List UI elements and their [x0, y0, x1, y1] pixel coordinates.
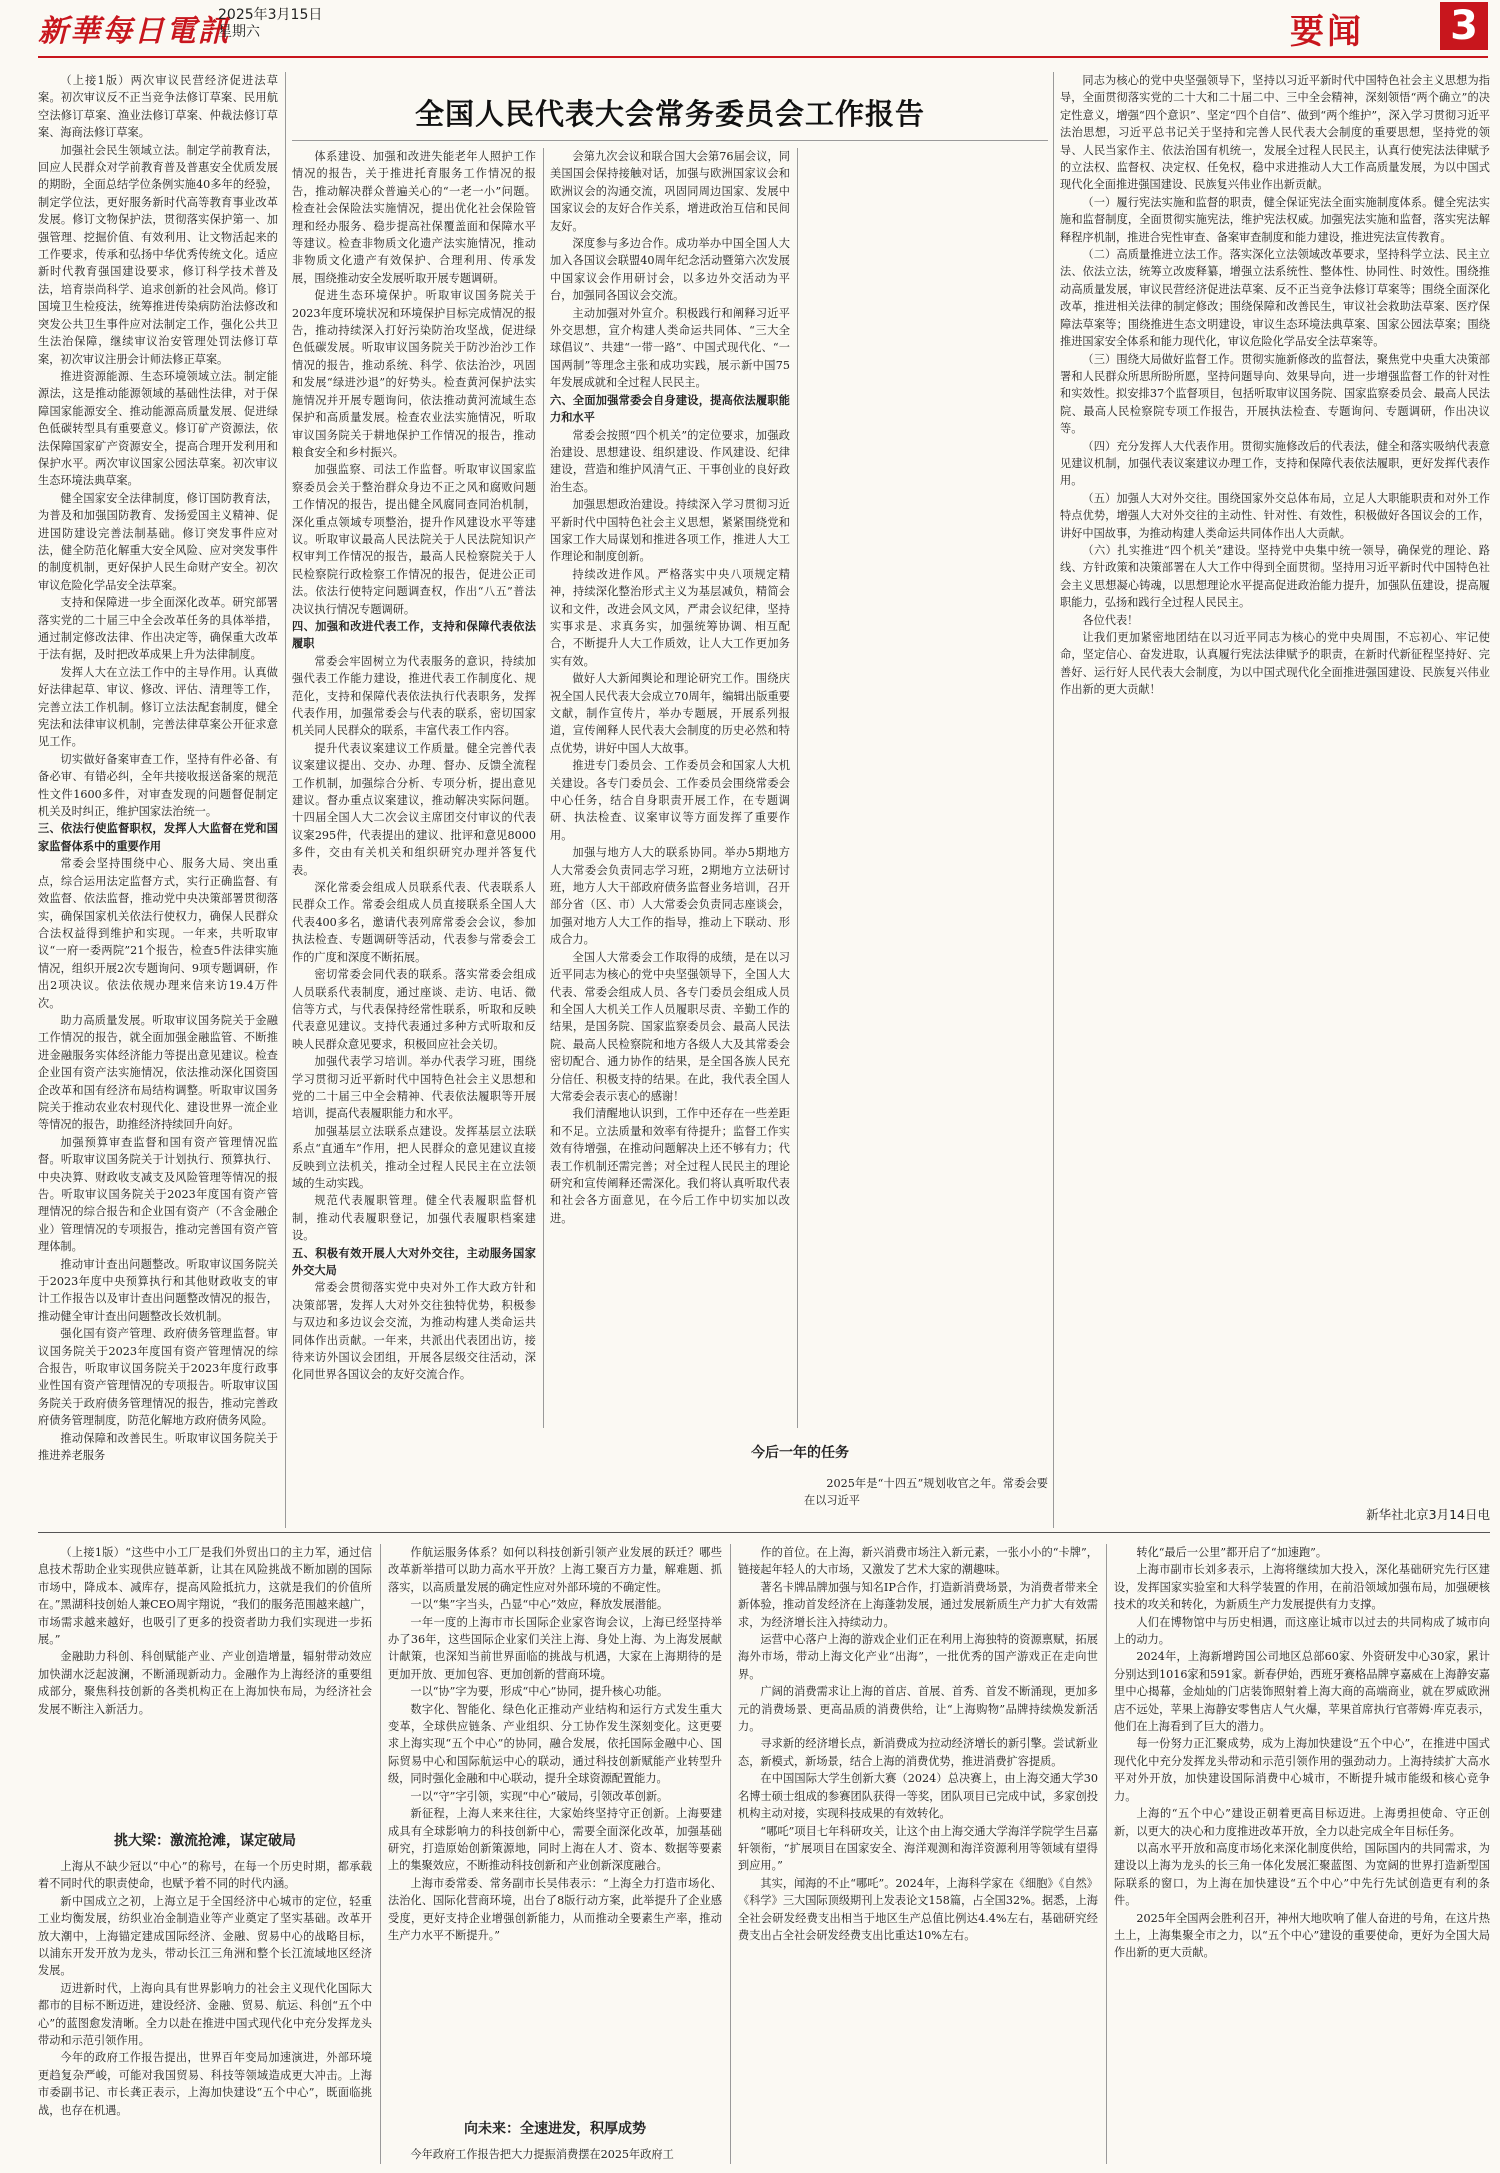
report-title: 全国人民代表大会常务委员会工作报告 — [414, 97, 925, 131]
task-heading: 今后一年的任务 — [751, 1445, 849, 1461]
paragraph: （三）围绕大局做好监督工作。贯彻实施新修改的监督法，聚焦党中央重大决策部署和人民群众所思所盼所愿，坚持问题导向、效果导向，进一步增强监督工作的针对性和实效性。拟安排37个监督项目，包括听取审议国务院、国家监察委员会、最高人民法院、最高人民检察院专项工作报告，开展执法检查、专题询问、专题调研，作出决议等。 — [1060, 352, 1490, 436]
column-divider — [285, 72, 286, 1528]
paragraph: 一以“集”字当头，凸显“中心”效应，释放发展潜能。 — [410, 1598, 669, 1612]
paragraph: 加强预算审查监督和国有资产管理情况监督。听取审议国务院关于计划执行、预算执行、中央决算、财政收支减支及风险管理等情况的报告。听取审议国务院关于2023年度国有资产管理情况的综合报告和企业国有资产（不含金融企业）管理情况的专项报告，推动完善国有资产管理体制。 — [38, 1135, 278, 1254]
column-divider — [730, 1544, 731, 2164]
paragraph: 新中国成立之初，上海立足于全国经济中心城市的定位，轻重工业均衡发展，纺织业冶金制造业等产业奠定了坚实基础。改革开放大潮中，上海锚定建成国际经济、金融、贸易中心的战略目标，以浦东开发开放为龙头，带动长江三角洲和整个长江流域地区经济发展。 — [38, 1894, 372, 1978]
paragraph: 切实做好备案审查工作，坚持有件必备、有备必审、有错必纠，全年共接收报送备案的规范性文件1600多件，对审查发现的问题督促制定机关及时纠正，维护国家法治统一。 — [38, 752, 278, 819]
column-divider — [1053, 72, 1054, 1528]
paragraph: 常委会牢固树立为代表服务的意识，持续加强代表工作能力建设，推进代表工作制度化、规范化，支持和保障代表依法执行代表职务，发挥代表作用，加强常委会与代表的联系，密切国家机关同人民群众的联系，丰富代表工作内容。 — [292, 654, 536, 738]
bottom-sub2-text: 今年政府工作报告把大力提振消费摆在2025年政府工 — [410, 2148, 674, 2161]
section-divider — [38, 1532, 1490, 1533]
report-column-1 — [38, 72, 278, 1528]
paragraph: 提升代表议案建议工作质量。健全完善代表议案建议提出、交办、办理、督办、反馈全流程工作机制，加强综合分析、专项分析，提出意见建议。督办重点议案建议，推动解决实际问题。十四届全国人大二次会议主席团交付审议的代表议案295件，代表提出的建议、批评和意见8000多件，交由有关机关和组织研究办理并答复代表。 — [292, 741, 536, 877]
section-subheading: 四、加强和改进代表工作，支持和保障代表依法履职 — [292, 619, 536, 651]
column-divider — [797, 148, 798, 1428]
paragraph: 会第九次会议和联合国大会第76届会议，同美国国会保持接触对话，加强与欧洲国家议会和欧洲议会的沟通交流，巩固同周边国家、发展中国家议会的友好合作关系，增进政治互信和民间友好。 — [550, 150, 790, 233]
paragraph: 上海市副市长刘多表示，上海将继续加大投入，深化基础研究先行区建设，发挥国家实验室和大科学装置的作用，在前沿领域加强布局，加强硬核技术的攻关和转化，为新质生产力发展提供有力支撑。 — [1114, 1563, 1490, 1612]
paragraph: 密切常委会同代表的联系。落实常委会组成人员联系代表制度，通过座谈、走访、电话、微信等方式，与代表保持经常性联系，听取和反映代表意见建议。支持代表通过多种方式听取和反映人民群众意见要求，积极回应社会关切。 — [292, 968, 536, 1051]
paragraph: 以高水平开放和高度市场化来深化制度供给，国际国内的共同需求，为建设以上海为龙头的长三角一体化发展汇聚蓝图、为宽阔的世界打造新型国际联系的窗口，为上海在加快建设“五个中心”中先行先试创造更有利的条件。 — [1114, 1841, 1490, 1908]
bottom-column-2 — [388, 1544, 722, 2109]
task-intro — [804, 1475, 1048, 1508]
paragraph: 推动保障和改善民生。听取审议国务院关于推进养老服务 — [38, 1431, 278, 1463]
page-header — [0, 0, 1500, 58]
paragraph: （上接1版）两次审议民营经济促进法草案。初次审议反不正当竞争法修订草案、民用航空法修订草案、渔业法修订草案、仲裁法修订草案、海商法修订草案。 — [38, 74, 278, 140]
bottom-subhead-1: 挑大梁：激流抢滩，谋定破局 — [114, 1833, 296, 1849]
paragraph: 推进专门委员会、工作委员会和国家人大机关建设。各专门委员会、工作委员会围绕常委会中心任务，结合自身职责开展工作，在专题调研、执法检查、议案审议等方面发挥了重要作用。 — [550, 759, 790, 842]
report-column-3 — [550, 148, 790, 1428]
column-divider — [380, 1544, 381, 2164]
paragraph: 一年一度的上海市市长国际企业家咨询会议，上海已经坚持举办了36年，这些国际企业家们关注上海、身处上海、为上海发展献计献策，也深知当前世界面临的挑战与机遇，大家在上海期待的是更加开放、更加包容、更加创新的营商环境。 — [388, 1615, 722, 1681]
paragraph: 常委会贯彻落实党中央对外工作大政方针和决策部署，发挥人大对外交往独特优势，积极参与双边和多边议会交流，为推动构建人类命运共同体作出贡献。一年来，共派出代表团出访，接待来访外国议会团组，开展各层级交往活动，深化同世界各国议会的友好交流合作。 — [292, 1281, 536, 1382]
paragraph: 助力高质量发展。听取审议国务院关于金融工作情况的报告，就全面加强金融监管、不断推进金融服务实体经济能力等提出意见建议。检查企业国有资产法实施情况，依法推动深化国资国企改革和国有经济布局结构调整。听取审议国务院关于推动农业农村现代化、建设世界一流企业等情况的报告，助推经济持续回升向好。 — [38, 1013, 278, 1132]
section-subheading: 五、积极有效开展人大对外交往，主动服务国家外交大局 — [292, 1246, 536, 1277]
masthead-logo: 新華每日電訊 — [38, 14, 230, 49]
paragraph: 同志为核心的党中央坚强领导下，坚持以习近平新时代中国特色社会主义思想为指导，全面贯彻落实党的二十大和二十届二中、三中全会精神，深刻领悟“两个确立”的决定性意义，增强“四个意识”、坚定“四个自信”、做到“两个维护”，深入学习贯彻习近平法治思想，习近平总书记关于坚持和完善人民代表大会制度的重要思想，坚持党的领导、人民当家作主、依法治国有机统一，发展全过程人民民主，认真行使宪法法律赋予的立法权、监督权、决定权、任免权，稳中求进推动人大工作高质量发展，为以中国式现代化全面推进强国建设、民族复兴伟业作出新贡献。 — [1060, 74, 1490, 192]
paragraph: 著名卡牌品牌加强与知名IP合作，打造新消费场景，为消费者带来全新体验，推动首发经济在上海蓬勃发展，通过发展新质生产力扩大有效需求，为经济增长注入持续动力。 — [738, 1580, 1098, 1629]
issue-weekday: 星期六 — [218, 24, 260, 40]
bottom-column-1-bottom — [38, 1858, 372, 2163]
paragraph: 持续改进作风。严格落实中央八项规定精神，持续深化整治形式主义为基层减负，精简会议和文件，改进会风文风，严肃会议纪律，坚持实事求是、求真务实，加强统筹协调、相互配合，不断提升人大工作质效，让人大工作更加务实有效。 — [550, 567, 790, 668]
title-rule — [292, 140, 1048, 141]
section-subheading: 六、全面加强常委会自身建设，提高依法履职能力和水平 — [550, 393, 790, 425]
paragraph: 作航运服务体系？如何以科技创新引领产业发展的跃迁？哪些改革新举措可以助力高水平开放？上海工聚百方力量，解难题、抓落实，以高质量发展的确定性应对外部环境的不确定性。 — [388, 1546, 722, 1594]
paragraph: “哪吒”项目七年科研攻关，让这个由上海交通大学海洋学院学生吕嘉轩领衔，“扩展项目在国家安全、海洋观测和海洋资源利用等领域有望得到应用。” — [738, 1824, 1098, 1873]
paragraph: 今年的政府工作报告提出，世界百年变局加速演进，外部环境更趋复杂严峻，可能对我国贸易、科技等领域造成更大冲击。上海市委副书记、市长龚正表示，上海加快建设“五个中心”，既面临挑战，也存在机遇。 — [38, 2051, 372, 2117]
paragraph: 运营中心落户上海的游戏企业们正在利用上海独特的资源禀赋，拓展海外市场，带动上海文化产业“出海”，一批优秀的国产游戏正在走向世界。 — [738, 1633, 1098, 1681]
paragraph: 促进生态环境保护。听取审议国务院关于2023年度环境状况和环境保护目标完成情况的报告，推动持续深入打好污染防治攻坚战，促进绿色低碳发展。听取审议国务院关于防沙治沙工作情况的报告，推动系统、科学、依法治沙，巩固和发展“绿进沙退”的好势头。检查黄河保护法实施情况并开展专题询问，依法推动黄河流域生态保护和高质量发展。检查农业法实施情况，听取审议国务院关于耕地保护工作情况的报告，推动粮食安全和乡村振兴。 — [292, 289, 536, 459]
paragraph: 深度参与多边合作。成功举办中国全国人大加入各国议会联盟40周年纪念活动暨第六次发展中国家议会作用研讨会，以多边外交活动为平台，加强同各国议会交流。 — [550, 237, 790, 303]
paragraph: 做好人大新闻舆论和理论研究工作。围绕庆祝全国人民代表大会成立70周年，编辑出版重要文献，制作宣传片，举办专题展，开展系列报道，宣传阐释人民代表大会制度的历史必然和特点优势，讲好中国人大故事。 — [550, 672, 790, 755]
paragraph: 金融助力科创、科创赋能产业、产业创造增量，辐射带动效应加快湖水泛起波澜，不断涌现新动力。金融作为上海经济的重要组成部分，聚焦科技创新的各类机构正在上海加快布局，为经济社会发展不断注入新活力。 — [38, 1650, 372, 1716]
report-byline: 新华社北京3月14日电 — [1366, 1507, 1490, 1522]
issue-date — [218, 7, 322, 41]
header-rule — [38, 56, 1488, 58]
paragraph: 加强代表学习培训。举办代表学习班，围绕学习贯彻习近平新时代中国特色社会主义思想和党的二十届三中全会精神、代表依法履职等开展培训，提高代表履职能力和水平。 — [292, 1055, 536, 1121]
paragraph: 加强社会民生领域立法。制定学前教育法，回应人民群众对学前教育普及普惠安全优质发展的期盼，全面总结学位条例实施40多年的经验，制定学位法，更好服务新时代高等教育事业改革发展。修订文物保护法，贯彻落实保护第一、加强管理、挖掘价值、有效利用、让文物活起来的工作要求，传承和弘扬中华优秀传统文化。适应新时代教育强国建设要求，修订科学技术普及法，培育崇尚科学、追求创新的社会风尚。修订国境卫生检疫法，统筹推进传染病防治法修改和突发公共卫生事件应对法制定工作，强化公共卫生法治保障，继续审议治安管理处罚法修订草案，初次审议注册会计师法修正草案。 — [38, 143, 278, 366]
column-divider — [1106, 1544, 1107, 2164]
paragraph: 常委会按照“四个机关”的定位要求，加强政治建设、思想建设、组织建设、作风建设、纪律建设，营造和维护风清气正、干事创业的良好政治生态。 — [550, 428, 790, 494]
paragraph: 推动审计查出问题整改。听取审议国务院关于2023年度中央预算执行和其他财政收支的审计工作报告以及审计查出问题整改情况的报告，推动健全审计查出问题整改长效机制。 — [38, 1257, 278, 1323]
paragraph: （六）扎实推进“四个机关”建设。坚持党中央集中统一领导，确保党的理论、路线、方针政策和决策部署在人大工作中得到全面贯彻。坚持用习近平新时代中国特色社会主义思想凝心铸魂，以思想理论水平提高促进政治能力提升，加强队伍建设，提高履职能力，弘扬和践行全过程人民民主。 — [1060, 543, 1490, 610]
paragraph: 加强思想政治建设。持续深入学习贯彻习近平新时代中国特色社会主义思想，紧紧围绕党和国家工作大局谋划和推进各项工作，推进人大工作理论和制度创新。 — [550, 498, 790, 564]
paragraph: 深化常委会组成人员联系代表、代表联系人民群众工作。常委会组成人员直接联系全国人大代表400多名，邀请代表列席常委会会议，参加执法检查、专题调研等活动，代表参与常委会工作的广度和深度不断拓展。 — [292, 881, 536, 964]
paragraph: 每一份努力正汇聚成势，成为上海加快建设“五个中心”，在推进中国式现代化中充分发挥龙头带动和示范引领作用的强劲动力。上海持续扩大高水平对外开放，加快建设国际消费中心城市，不断提升城市能级和核心竞争力。 — [1114, 1737, 1490, 1803]
paragraph: 2024年，上海新增跨国公司地区总部60家、外资研发中心30家，累计分别达到1016家和591家。新春伊始，西班牙赛格品牌亨嘉威在上海静安嘉里中心揭幕，金灿灿的门店装饰照射着上海大商的高端商业，就在罗威欧洲店不远处，苹果上海静安零售店人气火爆，苹果首席执行官蒂姆·库克表示，他们在上海看到了巨大的潜力。 — [1114, 1650, 1490, 1734]
bottom-subhead-2: 向未来：全速进发，积厚成势 — [464, 2121, 646, 2137]
paragraph: 常委会坚持围绕中心、服务大局、突出重点，综合运用法定监督方式，实行正确监督、有效监督、依法监督，推动党中央决策部署贯彻落实，确保国家机关依法行使权力，确保人民群众合法权益得到维护和实现。一年来，共听取审议“一府一委两院”21个报告，检查5件法律实施情况，组织开展2次专题询问、9项专题调研，作出2项决议。依法依规办理来信来访19.4万件次。 — [38, 857, 278, 1010]
column-divider — [543, 148, 544, 1428]
paragraph: 寻求新的经济增长点，新消费成为拉动经济增长的新引擎。尝试新业态，新模式，新场景，结合上海的消费优势，推进消费扩容提质。 — [738, 1737, 1098, 1768]
paragraph: 上海的“五个中心”建设正朝着更高目标迈进。上海勇担使命、守正创新，以更大的决心和力度推进改革开放，全力以赴完成全年目标任务。 — [1114, 1807, 1490, 1838]
paragraph: （二）高质量推进立法工作。落实深化立法领域改革要求，坚持科学立法、民主立法、依法立法，统筹立改废释纂，增强立法系统性、整体性、协同性、时效性。围绕推动高质量发展，审议民营经济促进法草案、反不正当竞争法修订草案等；围绕全面深化改革，推进相关法律的制定修改；围绕保障和改善民生，审议社会救助法草案、医疗保障法草案等；围绕推进生态文明建设，审议生态环境法典草案、国家公园法草案；围绕推进国家安全体系和能力现代化，审议危险化学品安全法草案等。 — [1060, 248, 1490, 349]
paragraph: 新征程，上海人来来往往，大家始终坚持守正创新。上海要建成具有全球影响力的科技创新中心，需要全面深化改革，加强基础研究，打造原始创新策源地，同时上海在人才、资本、数据等要素上的集聚效应，不断推动科技创新和产业创新深度融合。 — [388, 1807, 722, 1873]
paragraph: 推进资源能源、生态环境领域立法。制定能源法，这是推动能源领域的基础性法律，对于保障国家能源安全、推动能源高质量发展、促进绿色低碳转型具有重要意义。修订矿产资源法，依法保障国家矿产资源安全，提高合理开发利用和保护水平。两次审议国家公园法草案。初次审议生态环境法典草案。 — [38, 369, 278, 488]
paragraph: 主动加强对外宣介。积极践行和阐释习近平外交思想，宣介构建人类命运共同体、“三大全球倡议”、共建“一带一路”、中国式现代化、“一国两制”等理念主张和成功实践，展示新中国75年发展成就和全过程人民民主。 — [550, 306, 790, 390]
paragraph: （五）加强人大对外交往。围绕国家外交总体布局，立足人大职能职责和对外工作特点优势，增强人大对外交往的主动性、针对性、有效性，积极做好各国议会的工作，讲好中国故事，为推动构建人类命运共同体作出人大贡献。 — [1060, 491, 1490, 540]
paragraph: 其实，闻海的不止“哪吒”。2024年，上海科学家在《细胞》《自然》《科学》三大国际顶级期刊上发表论文158篇，占全国32%。据悉，上海全社会研发经费支出相当于地区生产总值比例达4.4%左右，基础研究经费支出占全社会研发经费支出比重达10%左右。 — [738, 1876, 1098, 1942]
paragraph: 体系建设、加强和改进失能老年人照护工作情况的报告，关于推进托育服务工作情况的报告，推动解决群众普遍关心的“一老一小”问题。检查社会保险法实施情况，提出优化社会保险管理和经办服务、稳步提高社保覆盖面和保障水平等建议。检查非物质文化遗产法实施情况，推动非物质文化遗产有效保护、合理利用、传承发展，围绕推动安全发展听取开展专题调研。 — [292, 150, 536, 285]
paragraph: 加强监察、司法工作监督。听取审议国家监察委员会关于整治群众身边不正之风和腐败问题工作情况的报告，提出健全风腐同查同治机制，深化重点领域专项整治，提升作风建设水平等建议。听取审议最高人民法院关于人民法院知识产权审判工作情况的报告，最高人民检察院关于人民检察院行政检察工作情况的报告，促进公正司法。依法行使特定问题调查权，作出“八五”普法决议执行情况专题调研。 — [292, 463, 536, 616]
report-column-4 — [1060, 72, 1490, 1492]
paragraph: （一）履行宪法实施和监督的职责，健全保证宪法全面实施制度体系。健全宪法实施和监督制度，全面贯彻实施宪法，维护宪法权威。加强宪法实施和监督，落实宪法解释程序机制，推进合宪性审查、备案审查制度和能力建设，推进宪法宣传教育。 — [1060, 195, 1490, 244]
bottom-column-1-top — [38, 1544, 372, 1824]
bottom-column-3 — [738, 1544, 1098, 2164]
paragraph: 人们在博物馆中与历史相遇，而这座让城市以过去的共同构成了城市向上的动力。 — [1114, 1615, 1490, 1647]
issue-date-text: 2025年3月15日 — [218, 7, 323, 23]
section-title: 要闻 — [1290, 12, 1364, 52]
paragraph: 上海市委常委、常务副市长吴伟表示：“上海全力打造市场化、法治化、国际化营商环境，出台了8版行动方案，此举提升了企业感受度，更好支持企业增强创新能力，从而推动全要素生产率，推动生产力水平不断提升。” — [388, 1876, 722, 1942]
paragraph: 各位代表！ — [1082, 613, 1139, 627]
paragraph: 一以“协”字为要，形成“中心”协同，提升核心功能。 — [410, 1685, 669, 1699]
paragraph: 发挥人大在立法工作中的主导作用。认真做好法律起草、审议、修改、评估、清理等工作，完善立法工作机制。修订立法法配套制度，健全宪法和法律审议机制，完善法律草案公开征求意见工作。 — [38, 665, 278, 749]
paragraph: 让我们更加紧密地团结在以习近平同志为核心的党中央周围，不忘初心、牢记使命，坚定信心、奋发进取，认真履行宪法法律赋予的职责，在新时代新征程坚持好、完善好、运行好人民代表大会制度，为以中国式现代化全面推进强国建设、民族复兴伟业作出新的更大贡献！ — [1060, 631, 1490, 697]
paragraph: 上海从不缺少冠以“中心”的称号，在每一个历史时期，都承载着不同时代的职责使命，也赋予着不同的时代内涵。 — [38, 1860, 372, 1891]
paragraph: 全国人大常委会工作取得的成绩，是在以习近平同志为核心的党中央坚强领导下，全国人大代表、常委会组成人员、各专门委员会组成人员和全国人大机关工作人员履职尽责、辛勤工作的结果，是国务院、国家监察委员会、最高人民法院、最高人民检察院和地方各级人大及其常委会密切配合、通力协作的结果，是全国各族人民充分信任、积极支持的结果。在此，我代表全国人大常委会表示衷心的感谢！ — [550, 950, 790, 1103]
paragraph: 在中国国际大学生创新大赛（2024）总决赛上，由上海交通大学30名博士硕士组成的参赛团队获得一等奖，团队项目已完成中试，多家创投机构主动对接，实现科技成果的有效转化。 — [738, 1772, 1098, 1821]
paragraph: 一以“守”字引领，实现“中心”破局，引领改革创新。 — [410, 1789, 669, 1803]
page-number: 3 — [1440, 2, 1488, 50]
paragraph: 2025年全国两会胜利召开，神州大地吹响了催人奋进的号角，在这片热土上，上海集聚全市之力，以“五个中心”建设的重要使命，更好为全国大局作出新的更大贡献。 — [1114, 1911, 1490, 1960]
paragraph: （四）充分发挥人大代表作用。贯彻实施修改后的代表法，健全和落实吸纳代表意见建议机制，加强代表议案建议办理工作，支持和保障代表依法履职，更好发挥代表作用。 — [1060, 439, 1490, 488]
paragraph: 数字化、智能化、绿色化正推动产业结构和运行方式发生重大变革，全球供应链条、产业组织、分工协作发生深刻变化。这更要求上海实现“五个中心”的协同，融合发展，依托国际金融中心、国际贸易中心和国际航运中心的联动，通过科技创新赋能产业转型升级，同时强化金融和中心联动，提升全球资源配置能力。 — [388, 1702, 722, 1786]
bottom-column-4 — [1114, 1544, 1490, 2164]
paragraph: （上接1版）“这些中小工厂是我们外贸出口的主力军，通过信息技术帮助企业实现供应链革新，让其在风险挑战不断加剧的国际市场中，降成本、减库存，提高风险抵抗力，这就是我们的价值所在。”黑湖科技创始人兼CEO周宇翔说，“我们的服务范围越来越广，市场需求越来越好，也吸引了更多的投资者助力我们实现进一步拓展。” — [38, 1546, 372, 1647]
paragraph: 健全国家安全法律制度，修订国防教育法，为普及和加强国防教育、发扬爱国主义精神、促进国防建设完善法制基础。修订突发事件应对法，健全防范化解重大安全风险、应对突发事件的制度机制，更好保护人民生命财产安全。初次审议危险化学品安全法草案。 — [38, 491, 278, 592]
paragraph: 加强基层立法联系点建设。发挥基层立法联系点“直通车”作用，把人民群众的意见建议直接反映到立法机关，推动全过程人民民主在立法领域的生动实践。 — [292, 1124, 536, 1190]
paragraph: 加强与地方人大的联系协同。举办5期地方人大常委会负责同志学习班，2期地方立法研讨班，地方人大干部政府债务监督业务培训，召开部分省（区、市）人大常委会负责同志座谈会，加强对地方人大工作的指导，推动上下联动、形成合力。 — [550, 846, 790, 947]
paragraph: 广阔的消费需求让上海的首店、首展、首秀、首发不断涌现，更加多元的消费场景、更高品质的消费供给，让“上海购物”品牌持续焕发新活力。 — [738, 1685, 1098, 1734]
task-intro-text: 2025年是“十四五”规划收官之年。常委会要在以习近平 — [804, 1477, 1048, 1508]
paragraph: 作的首位。在上海，新兴消费市场注入新元素，一张小小的“卡牌”，链接起年轻人的大市场，又激发了艺术大家的潮趣味。 — [738, 1546, 1098, 1577]
report-column-2 — [292, 148, 536, 1528]
paragraph: 强化国有资产管理、政府债务管理监督。审议国务院关于2023年度国有资产管理情况的综合报告，听取审议国务院关于2023年度行政事业性国有资产管理情况的专项报告。听取审议国务院关于政府债务管理情况的报告，推动完善政府债务管理制度，防范化解地方政府债务风险。 — [38, 1327, 278, 1428]
paragraph: 规范代表履职管理。健全代表履职监督机制，推动代表履职登记，加强代表履职档案建设。 — [292, 1194, 536, 1243]
paragraph: 迈进新时代，上海向具有世界影响力的社会主义现代化国际大都市的目标不断迈进，建设经济、金融、贸易、航运、科创“五个中心”的蓝图愈发清晰。全力以赴在推进中国式现代化中充分发挥龙头带动和示范引领作用。 — [38, 1981, 372, 2048]
paragraph: 转化“最后一公里”都开启了“加速跑”。 — [1136, 1546, 1328, 1559]
bottom-subhead-2-text — [388, 2146, 722, 2166]
paragraph: 我们清醒地认识到，工作中还存在一些差距和不足。立法质量和效率有待提升；监督工作实效有待增强，在推动问题解决上还不够有力；代表工作机制还需完善；对全过程人民民主的理论研究和宣传阐释还需深化。我们将认真听取代表和社会各方面意见，在今后工作中切实加以改进。 — [550, 1107, 790, 1225]
paragraph: 支持和保障进一步全面深化改革。研究部署落实党的二十届三中全会改革任务的具体举措，通过制定修改法律、作出决定等，确保重大改革于法有据，及时把改革成果上升为法律制度。 — [38, 596, 278, 662]
section-subheading: 三、依法行使监督职权，发挥人大监督在党和国家监督体系中的重要作用 — [38, 822, 278, 853]
